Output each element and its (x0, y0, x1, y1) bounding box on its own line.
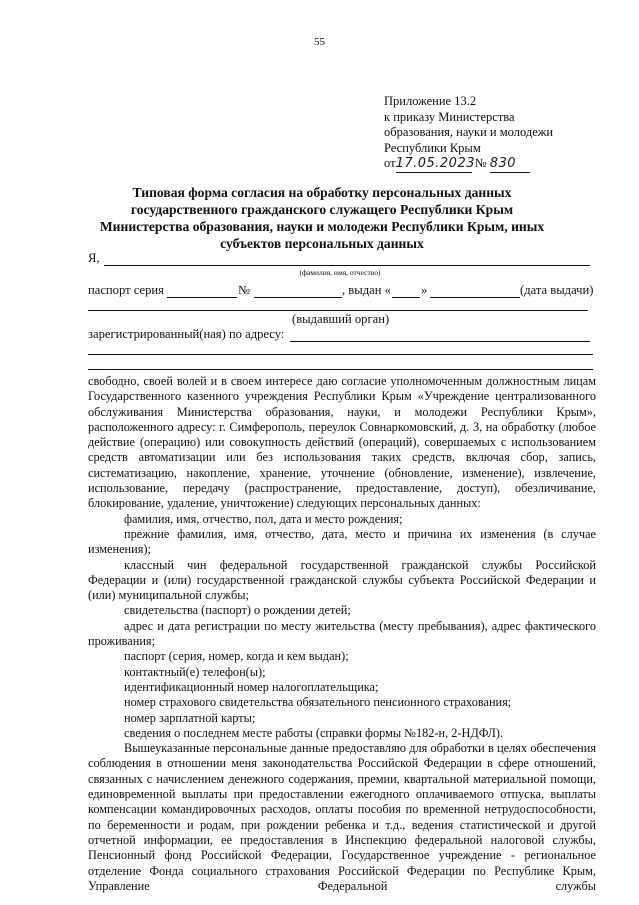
page-number: 55 (314, 36, 325, 48)
title-line: Типовая форма согласия на обработку персональных данных (132, 185, 512, 200)
closing-paragraph: Вышеуказанные персональные данные предоставляю для обработки в целях обеспечения соблюдения в отношении меня законодательства Российской Федерации в сфере отношений, связанных с начислением денежного содержания, премии, квартальной материальной помощи, единовременной выплаты при предоставлении ежегодного оплачиваемого отпуска, выплаты компенсации командировочных расходов, оплаты пособия по временной нетрудоспособности, по беременности и родам, при рождении ребенка и т.д., ведения статистической и другой отчетной информации, ее предоставления в Инспекцию федеральной налоговой службы, Пенсионный фонд Российской Федерации, Государственное учреждение - региональное отделение Фонда социального страхования Российской Федерации по Республике Крым, Управление Федеральной службы (88, 741, 596, 893)
address-blank-1[interactable] (290, 341, 590, 342)
document-title (60, 184, 584, 252)
issue-month-year-blank[interactable] (430, 297, 520, 298)
issued-label: , выдан « (342, 283, 391, 297)
fio-blank[interactable] (104, 265, 590, 266)
title-line: государственного гражданского служащего Республики Крым (130, 202, 514, 217)
list-item: адрес и дата регистрации по месту жительства (месту пребывания), адрес фактического проживания; (88, 618, 596, 649)
passport-number-blank[interactable] (254, 297, 342, 298)
quote-close: » (421, 283, 428, 297)
intro-paragraph: свободно, своей волей и в своем интересе даю согласие уполномоченным должностным лицам Государственного казенного учреждения Республики Крым «Учреждение централизованного обслуживания Министерства образования, науки, и молодежи Республики Крым», расположенного адресу: г. Симферополь, переулок Совнаркомовский, д. 3, на обработку (любое действие (операцию) или совокупность действий (операций), совершаемых с использованием средств автоматизации или без использования таких средств, включая сбор, запись, систематизацию, накопление, хранение, уточнение (обновление, изменение), извлечение, использование, передачу (распространение, предоставление, доступ), обезличивание, блокирование, удаление, уничтожение) следующих персональных данных: (88, 374, 596, 511)
fio-caption: (фамилия, имя, отчество) (299, 268, 381, 277)
passport-series-label: паспорт серия (88, 283, 164, 297)
issue-date-caption: (дата выдачи) (520, 283, 594, 297)
number-label: № (238, 283, 251, 297)
list-item: контактный(е) телефон(ы); (124, 664, 266, 679)
date-prefix: от (384, 156, 396, 170)
list-item: паспорт (серия, номер, когда и кем выдан); (124, 649, 349, 664)
handwritten-number: 830 (490, 156, 530, 173)
title-line: Министерства образования, науки и молодежи Республики Крым, иных (99, 219, 545, 234)
appendix-date-line (384, 156, 553, 173)
number-sign: № (474, 156, 487, 170)
list-item: фамилия, имя, отчество, пол, дата и место рождения; (124, 511, 403, 526)
appendix-line: образования, науки и молодежи (384, 125, 554, 139)
passport-series-blank[interactable] (167, 297, 237, 298)
appendix-line: к приказу Министерства (384, 109, 515, 124)
issuer-caption: (выдавший орган) (292, 312, 390, 326)
list-item: свидетельства (паспорт) о рождении детей; (124, 603, 351, 618)
address-blank-3[interactable] (88, 369, 593, 370)
list-item: номер страхового свидетельства обязательного пенсионного страхования; (124, 695, 512, 710)
list-item: классный чин федеральной государственной гражданской службы Российской Федерации и (или) государственной гражданской службы субъекта Российской Федерации и (или) муниципальной службы; (88, 557, 596, 603)
address-blank-2[interactable] (88, 354, 593, 355)
ya-label: Я, (88, 251, 100, 265)
issue-day-blank[interactable] (392, 297, 420, 298)
registered-label: зарегистрированный(ная) по адресу: (88, 327, 285, 341)
list-item: прежние фамилия, имя, отчество, дата, место и причина их изменения (в случае изменения); (88, 526, 596, 557)
passport-line (88, 283, 164, 298)
list-item: номер зарплатной карты; (124, 710, 256, 725)
issuer-blank[interactable] (88, 310, 588, 311)
list-item: идентификационный номер налогоплательщика; (124, 679, 379, 694)
appendix-line: Приложение 13.2 (384, 94, 477, 108)
consent-body (88, 374, 596, 894)
appendix-line: Республики Крым (384, 140, 481, 155)
title-line: субъектов персональных данных (220, 236, 424, 251)
handwritten-date: 17.05.2023 (395, 156, 475, 171)
list-item: сведения о последнем месте работы (справки формы №182-н, 2-НДФЛ). (124, 725, 504, 740)
appendix-block (384, 94, 553, 173)
